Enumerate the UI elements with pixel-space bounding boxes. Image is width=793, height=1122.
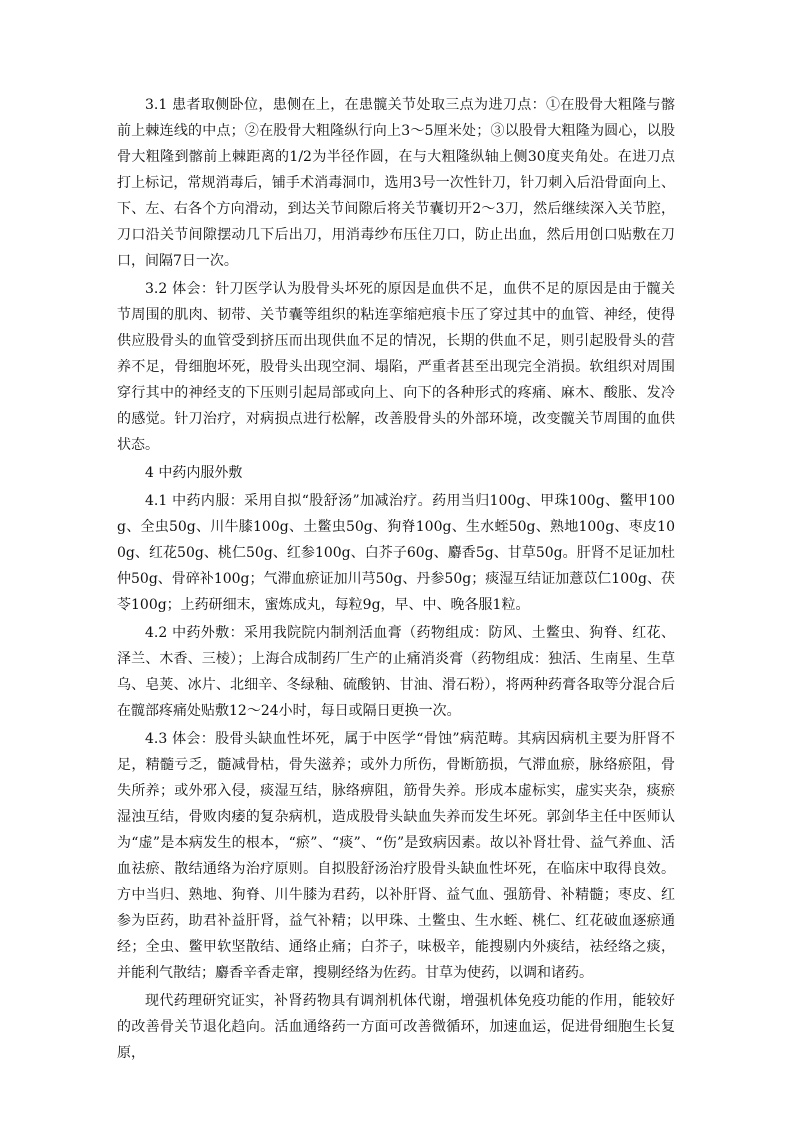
paragraph-3-2: 3.2 体会：针刀医学认为股骨头坏死的原因是血供不足，血供不足的原因是由于髋关节周围的肌肉、韧带、关节囊等组织的粘连挛缩疤痕卡压了穿过其中的血管、神经，使得供应股骨头的血管受到挤压而出现供血不足的情况，长期的供血不足，则引起股骨头的营养不足，骨细胞坏死，股骨头出现空洞、塌陷，严重者甚至出现完全消损。软组织对周围穿行其中的神经支的下压则引起局部或向上、向下的各种形式的疼痛、麻木、酸胀、发冷的感觉。针刀治疗，对病损点进行松解，改善股骨头的外部环境，改变髋关节周围的血供状态。 <box>117 281 675 453</box>
document-body <box>117 92 675 1068</box>
paragraph-pharmacology: 现代药理研究证实，补肾药物具有调剂机体代谢，增强机体免疫功能的作用，能较好的改善骨关节退化趋向。活血通络药一方面可改善微循环，加速血运，促进骨细胞生长复原， <box>117 993 675 1061</box>
paragraph-4-3: 4.3 体会：股骨头缺血性坏死，属于中医学“骨蚀”病范畴。其病因病机主要为肝肾不足，精髓亏乏，髓减骨枯，骨失滋养；或外力所伤，骨断筋损，气滞血瘀，脉络瘀阻，骨失所养；或外邪入侵，痰湿互结，脉络痹阻，筋骨失养。形成本虚标实，虚实夹杂，痰瘀湿浊互结，骨败肉痿的复杂病机，造成股骨头缺血失养而发生坏死。郭剑华主任中医师认为“虚”是本病发生的根本，“瘀”、“痰”、“伤”是致病因素。故以补肾壮骨、益气养血、活血祛瘀、散结通络为治疗原则。自拟股舒汤治疗股骨头缺血性坏死，在临床中取得良效。方中当归、熟地、狗脊、川牛膝为君药，以补肝肾、益气血、强筋骨、补精髓；枣皮、红参为臣药，助君补益肝肾，益气补精；以甲珠、土鳖虫、生水蛭、桃仁、红花破血逐瘀通经；全虫、鳖甲软坚散结、通络止痛；白芥子，味极辛，能搜剔内外痰结，祛经络之痰，并能利气散结；麝香辛香走窜，搜剔经络为佐药。甘草为使药，以调和诸药。 <box>117 731 675 981</box>
paragraph-4-1: 4.1 中药内服：采用自拟“股舒汤”加减治疗。药用当归100g、甲珠100g、鳖甲100g、全虫50g、川牛膝100g、土鳖虫50g、狗脊100g、生水蛭50g、熟地100g、枣皮100g、红花50g、桃仁50g、红参100g、白芥子60g、麝香5g、甘草50g。肝肾不足证加杜仲50g、骨碎补100g；气滞血瘀证加川芎50g、丹参50g；痰湿互结证加薏苡仁100g、茯苓100g；上药研细末，蜜炼成丸，每粒9g，早、中、晚各服1粒。 <box>117 493 675 613</box>
section-heading-4: 4 中药内服外敷 <box>145 465 243 481</box>
paragraph-4-2: 4.2 中药外敷：采用我院院内制剂活血膏（药物组成：防风、土鳖虫、狗脊、红花、泽兰、木香、三棱）；上海合成制药厂生产的止痛消炎膏（药物组成：独活、生南星、生草乌、皂荚、冰片、北细辛、冬绿釉、硫酸钠、甘油、滑石粉），将两种药膏各取等分混合后在髋部疼痛处贴敷12～24小时，每日或隔日更换一次。 <box>117 625 675 719</box>
paragraph-3-1: 3.1 患者取侧卧位，患侧在上，在患髋关节处取三点为进刀点：①在股骨大粗隆与髂前上棘连线的中点；②在股骨大粗隆纵行向上3～5厘米处；③以股骨大粗隆为圆心，以股骨大粗隆到髂前上棘距离的1/2为半径作圆，在与大粗隆纵轴上侧30度夹角处。在进刀点打上标记，常规消毒后，铺手术消毒洞巾，选用3号一次性针刀，针刀刺入后沿骨面向上、下、左、右各个方向滑动，到达关节间隙后将关节囊切开2～3刀，然后继续深入关节腔，刀口沿关节间隙摆动几下后出刀，用消毒纱布压住刀口，防止出血，然后用创口贴敷在刀口，间隔7日一次。 <box>117 97 675 269</box>
